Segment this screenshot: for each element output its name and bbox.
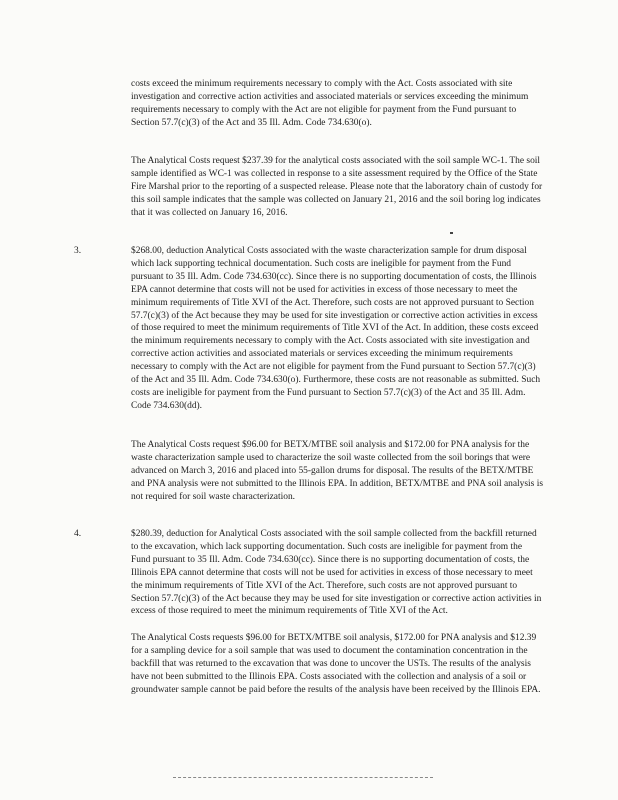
item-3-paragraph-1: $268.00, deduction Analytical Costs associated with the waste characterization sample for drum disposal which lack supporting technical documentation. Such costs are ineligible for payment from the Fund pursuant to 35 Ill. Adm. Code 734.630(cc). Since there is no supporting documentation of costs, the Illinois EPA cannot determine that costs will not be used for activities in excess of those necessary to meet the minimum requirements of Title XVI of the Act. Therefore, such costs are not approved pursuant to Section 57.7(c)(3) of the Act because they may be used for site investigation or corrective action activities in excess of those required to meet the minimum requirements of Title XVI of the Act. In addition, these costs exceed the minimum requirements necessary to comply with the Act. Costs associated with site investigation and corrective action activities and associated materials or services exceeding the minimum requirements necessary to comply with the Act are not eligible for payment from the Fund pursuant to Section 57.7(c)(3) of the Act and 35 Ill. Adm. Code 734.630(o). Furthermore, these costs are not reasonable as submitted. Such costs are ineligible for payment from the Fund pursuant to Section 57.7(c)(3) of the Act and 35 Ill. Adm. Code 734.630(dd). [131, 246, 541, 411]
stray-mark [450, 232, 453, 234]
item-4-paragraph-1: $280.39, deduction for Analytical Costs associated with the soil sample collected from the backfill returned to the excavation, which lack supporting documentation. Such costs are ineligible for payment from the Fund pursuant to 35 Ill. Adm. Code 734.630(cc). Since there is no supporting documentation of costs, the Illinois EPA cannot determine that costs will not be used for activities in excess of those necessary to meet the minimum requirements of Title XVI of the Act. Therefore, such costs are not approved pursuant to Section 57.7(c)(3) of the Act because they may be used for site investigation or corrective action activities in excess of those required to meet the minimum requirements of Title XVI of the Act. [131, 529, 542, 617]
continuation-paragraph: costs exceed the minimum requirements necessary to comply with the Act. Costs associated with site investigation and corrective action activities and associated materials or services exceeding the minimum requirements necessary to comply with the Act are not eligible for payment from the Fund pursuant to Section 57.7(c)(3) of the Act and 35 Ill. Adm. Code 734.630(o). [131, 79, 529, 128]
wc1-paragraph: The Analytical Costs request $237.39 for the analytical costs associated with the soil sample WC-1. The soil sample identified as WC-1 was collected in response to a site assessment required by the Office of the State Fire Marshal prior to the reporting of a suspected release. Please note that the laboratory chain of custody for this soil sample indicates that the sample was collected on January 21, 2016 and the soil boring log indicates that it was collected on January 16, 2016. [131, 156, 543, 218]
item-number-4: 4. [74, 529, 82, 539]
item-number-3: 3. [74, 246, 82, 256]
item-4-paragraph-2: The Analytical Costs requests $96.00 for BETX/MTBE soil analysis, $172.00 for PNA analysis and $12.39 for a sampling device for a soil sample that was used to document the contamination concentration in the backfill that was returned to the excavation that was done to uncover the USTs. The results of the analysis have not been submitted to the Illinois EPA. Costs associated with the collection and analysis of a soil or groundwater sample cannot be paid before the results of the analysis have been received by the Illinois EPA. [131, 633, 541, 695]
item-3-paragraph-2: The Analytical Costs request $96.00 for BETX/MTBE soil analysis and $172.00 for PNA analysis for the waste characterization sample used to characterize the soil waste collected from the soil borings that were advanced on March 3, 2016 and placed into 55-gallon drums for disposal. The results of the BETX/MTBE and PNA analysis were not submitted to the Illinois EPA. In addition, BETX/MTBE and PNA soil analysis is not required for soil waste characterization. [131, 440, 543, 502]
bottom-divider [173, 777, 433, 778]
